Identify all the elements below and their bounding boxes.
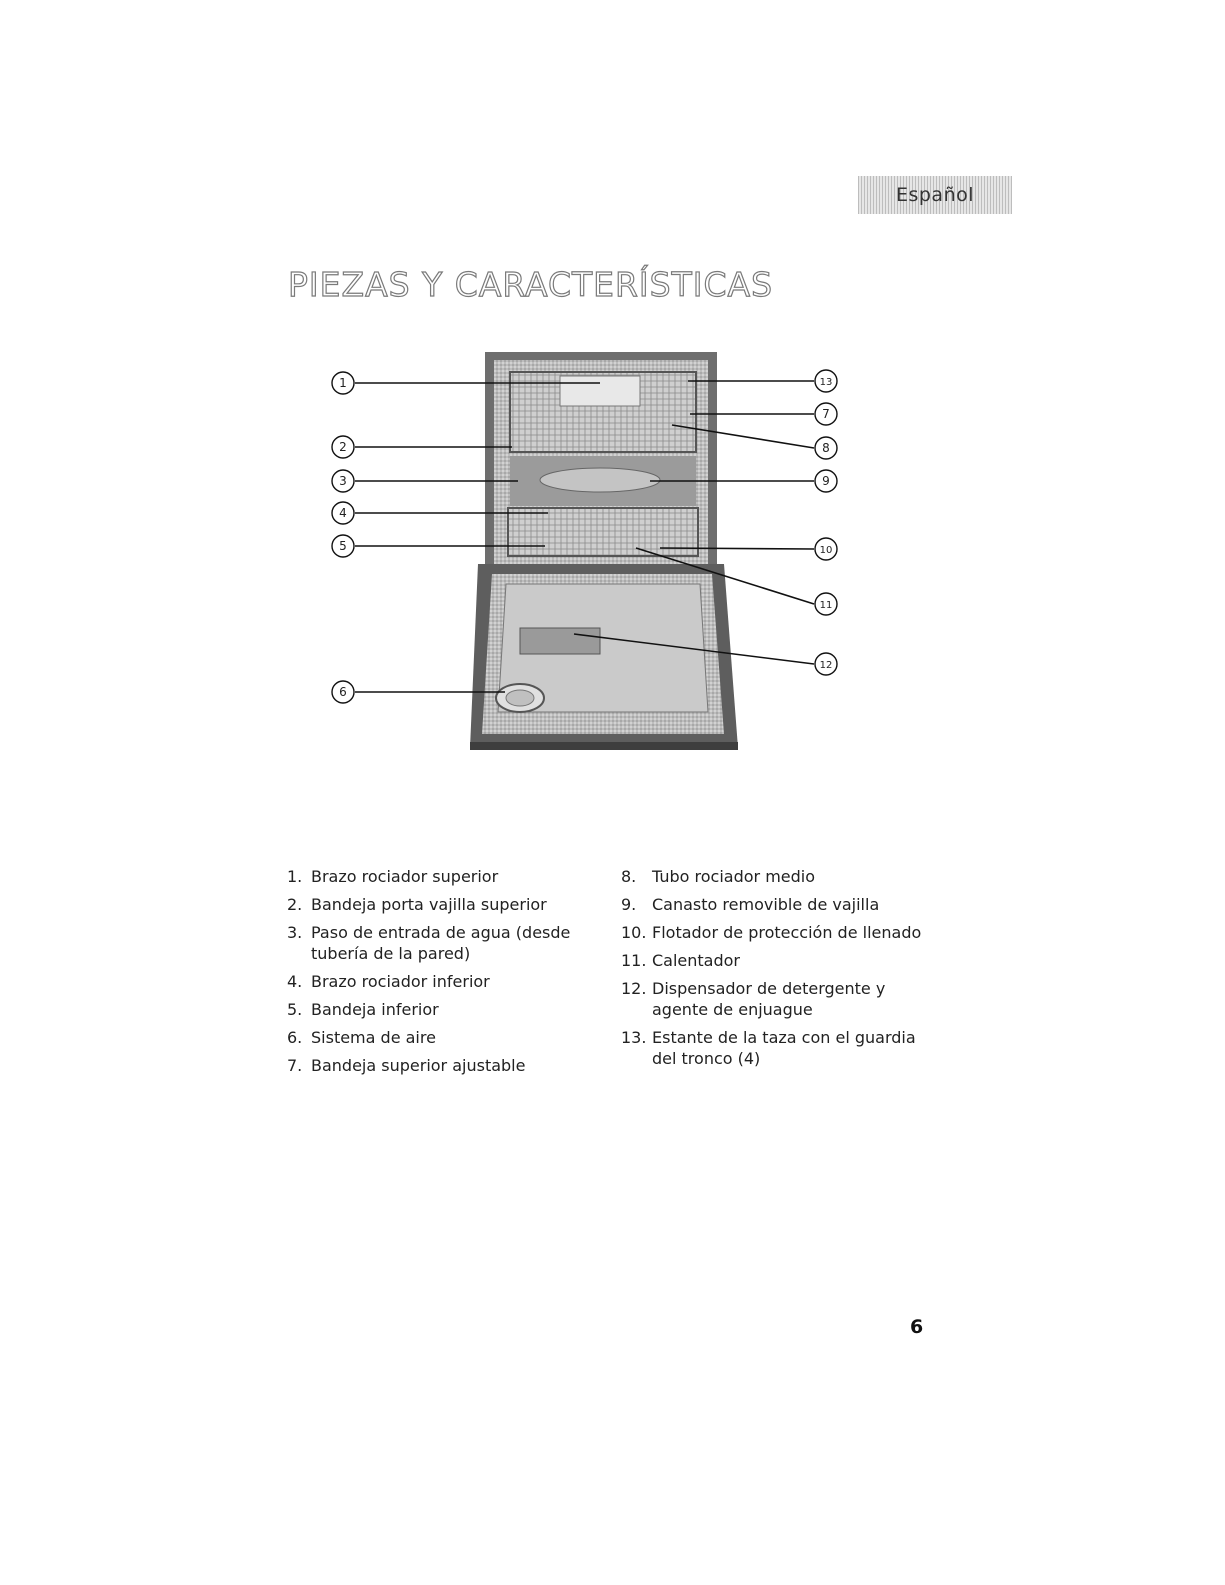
item-text: Sistema de aire xyxy=(311,1028,436,1047)
parts-list-right xyxy=(621,866,941,1076)
list-item xyxy=(621,894,941,915)
svg-text:6: 6 xyxy=(339,685,347,699)
page-number: 6 xyxy=(910,1316,924,1338)
list-item xyxy=(287,971,587,992)
callout-8 xyxy=(815,437,837,459)
item-text: Brazo rociador inferior xyxy=(311,972,490,991)
language-tab-label: Español xyxy=(895,184,975,206)
item-text: Bandeja superior ajustable xyxy=(311,1056,526,1075)
item-number: 12. xyxy=(621,979,647,998)
list-item xyxy=(287,999,587,1020)
item-text: Brazo rociador superior xyxy=(311,867,499,886)
item-number: 1. xyxy=(287,867,303,886)
svg-text:11: 11 xyxy=(819,600,833,611)
svg-text:4: 4 xyxy=(339,506,347,520)
item-text: Calentador xyxy=(652,951,741,970)
callout-4 xyxy=(332,502,354,524)
callout-11 xyxy=(815,593,837,615)
item-number: 11. xyxy=(621,951,647,970)
svg-text:9: 9 xyxy=(822,474,830,488)
callout-1 xyxy=(332,372,354,394)
item-text: Estante de la taza con el guardia del tronco (4) xyxy=(652,1028,916,1068)
list-item xyxy=(621,978,941,1020)
callout-10 xyxy=(815,538,837,560)
item-text: Paso de entrada de agua (desde tubería de la pared) xyxy=(311,923,571,963)
callout-5 xyxy=(332,535,354,557)
svg-text:5: 5 xyxy=(339,539,347,553)
svg-text:3: 3 xyxy=(339,474,347,488)
callout-3 xyxy=(332,470,354,492)
item-text: Flotador de protección de llenado xyxy=(652,923,922,942)
svg-text:7: 7 xyxy=(822,407,830,421)
item-number: 4. xyxy=(287,972,303,991)
item-number: 7. xyxy=(287,1056,303,1075)
svg-text:8: 8 xyxy=(822,441,830,455)
svg-text:1: 1 xyxy=(339,376,347,390)
item-number: 9. xyxy=(621,895,637,914)
svg-text:10: 10 xyxy=(819,545,833,556)
list-item xyxy=(287,894,587,915)
list-item xyxy=(621,922,941,943)
item-number: 3. xyxy=(287,923,303,942)
item-number: 6. xyxy=(287,1028,303,1047)
item-number: 8. xyxy=(621,867,637,886)
item-text: Canasto removible de vajilla xyxy=(652,895,880,914)
callout-13 xyxy=(815,370,837,392)
callout-7 xyxy=(815,403,837,425)
callout-2 xyxy=(332,436,354,458)
item-number: 13. xyxy=(621,1028,647,1047)
list-item xyxy=(287,1055,587,1076)
item-text: Bandeja porta vajilla superior xyxy=(311,895,547,914)
callout-9 xyxy=(815,470,837,492)
item-text: Bandeja inferior xyxy=(311,1000,439,1019)
item-number: 10. xyxy=(621,923,647,942)
page-title: PIEZAS Y CARACTERÍSTICAS xyxy=(288,265,774,304)
svg-text:13: 13 xyxy=(819,377,833,388)
list-item xyxy=(287,866,587,887)
list-item xyxy=(621,950,941,971)
parts-list-left xyxy=(287,866,587,1083)
list-item xyxy=(287,922,587,964)
svg-text:12: 12 xyxy=(819,660,833,671)
dishwasher-photo xyxy=(470,352,738,750)
list-item xyxy=(621,1027,941,1069)
callout-6 xyxy=(332,681,354,703)
item-number: 2. xyxy=(287,895,303,914)
item-text: Dispensador de detergente y agente de enjuague xyxy=(652,979,886,1019)
item-text: Tubo rociador medio xyxy=(652,867,816,886)
callout-12 xyxy=(815,653,837,675)
list-item xyxy=(621,866,941,887)
list-item xyxy=(287,1027,587,1048)
item-number: 5. xyxy=(287,1000,303,1019)
svg-text:2: 2 xyxy=(339,440,347,454)
